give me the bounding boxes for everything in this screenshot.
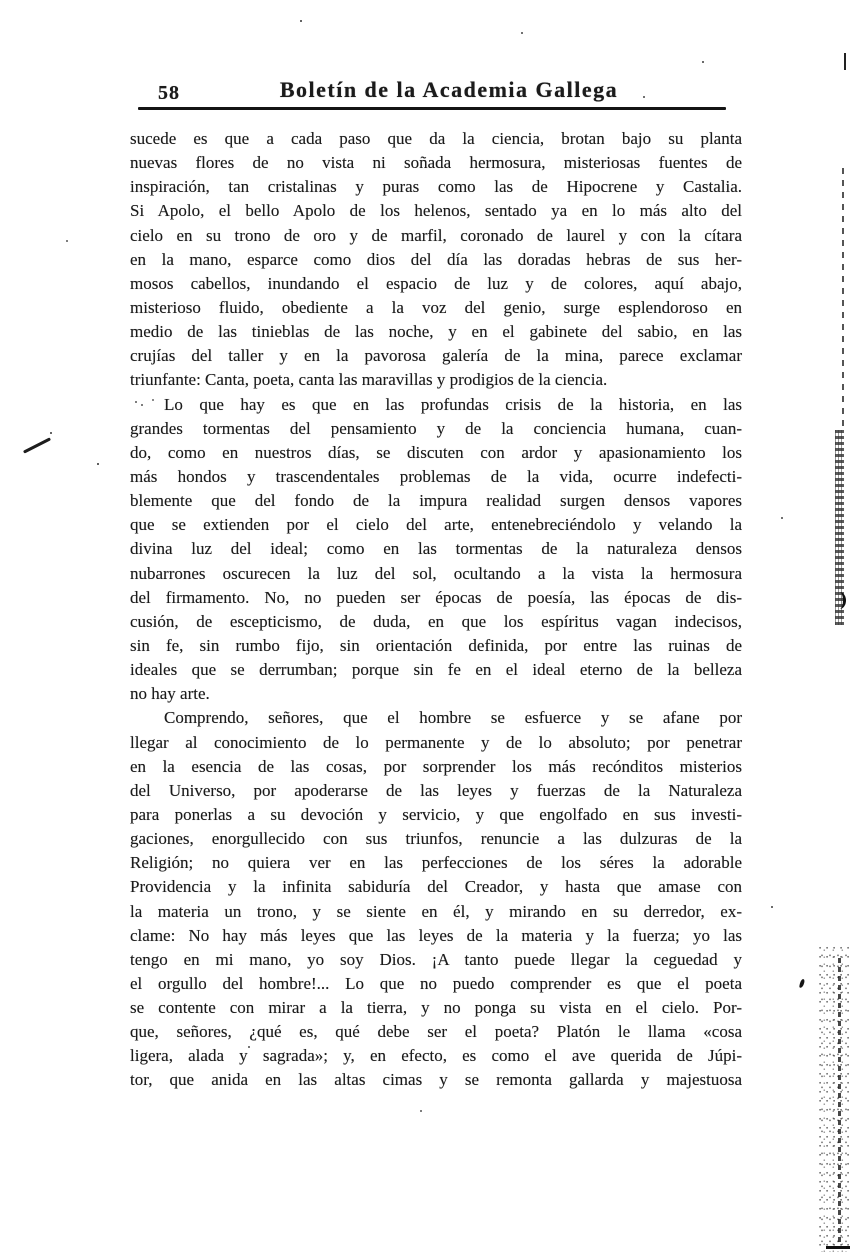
text-line: más hondos y trascendentales problemas de la vida, ocurre indefecti- <box>130 466 742 486</box>
text-line: blemente que del fondo de la impura realidad surgen densos vapores <box>130 491 742 511</box>
text-line: el orgullo del hombre!... Lo que no puedo comprender es que el poeta <box>130 973 742 993</box>
text-line: Comprendo, señores, que el hombre se esfuerce y se afane por <box>164 708 742 728</box>
text-line: nubarrones oscurecen la luz del sol, ocultando a la vista la hermosura <box>130 563 742 583</box>
text-line: la materia un trono, y se siente en él, y mirando en su derredor, ex- <box>130 901 742 921</box>
text-line: ideales que se derrumban; porque sin fe en el ideal eterno de la belleza <box>130 660 742 680</box>
scan-artifact-edge-tick <box>844 53 846 70</box>
text-line: mosos cabellos, inundando el espacio de luz y de colores, aquí abajo, <box>130 273 742 293</box>
text-line: en la mano, esparce como dios del día las doradas hebras de sus her- <box>130 249 742 269</box>
text-line: en la esencia de las cosas, por sorprender los más recónditos misterios <box>130 756 742 776</box>
scan-artifact-edge-rough <box>835 430 844 625</box>
text-line: nuevas flores de no vista ni soñada hermosura, misteriosas fuentes de <box>130 153 742 173</box>
text-line: inspiración, tan cristalinas y puras como las de Hipocrene y Castalia. <box>130 177 742 197</box>
text-line: tor, que anida en las altas cimas y se remonta gallarda y majestuosa <box>130 1070 742 1090</box>
text-line: cusión, de escepticismo, de duda, en que los espíritus vagan indecisos, <box>130 611 742 631</box>
text-line: do, como en nuestros días, se discuten con ardor y apasionamiento los <box>130 442 742 462</box>
text-line: llegar al conocimiento de lo permanente y de lo absoluto; por penetrar <box>130 732 742 752</box>
scan-artifact-comma-mark <box>799 979 805 989</box>
scan-artifact-bottom-line <box>826 1246 850 1249</box>
text-line: grandes tormentas del pensamiento y de la conciencia humana, cuan- <box>130 418 742 438</box>
text-line: del firmamento. No, no pueden ser épocas de poesía, las épocas de dis- <box>130 587 742 607</box>
text-line: se contente con mirar a la tierra, y no ponga su vista en el cielo. Por- <box>130 998 742 1018</box>
text-line: triunfante: Canta, poeta, canta las maravillas y prodigios de la ciencia. <box>130 370 608 390</box>
text-line: para ponerlas a su devoción y servicio, y que engolfado en sus investi- <box>130 804 742 824</box>
text-line: Si Apolo, el bello Apolo de los helenos, sentado ya en lo más alto del <box>130 201 742 221</box>
scan-artifact-noise-band <box>818 946 850 1252</box>
page-number: 58 <box>158 82 180 104</box>
header-rule <box>138 107 726 110</box>
text-line: Religión; no quiera ver en las perfecciones de los séres la adorable <box>130 853 742 873</box>
text-line: gaciones, enorgullecido con sus triunfos, renuncie a las dulzuras de la <box>130 829 742 849</box>
scan-artifact-paren-mark <box>836 592 846 609</box>
text-block <box>130 127 742 1093</box>
text-line: crujías del taller y en la pavorosa galería de la mina, parece exclamar <box>130 346 742 366</box>
text-line: divina luz del ideal; como en las tormentas de la naturaleza densos <box>130 539 742 559</box>
margin-pencil-slash <box>23 437 51 453</box>
text-line: clame: No hay más leyes que las leyes de la materia y la fuerza; yo las <box>130 925 742 945</box>
text-line: no hay arte. <box>130 684 210 704</box>
text-line: sin fe, sin rumbo fijo, sin orientación definida, por entre las ruinas de <box>130 635 742 655</box>
text-line: cielo en su trono de oro y de marfil, coronado de laurel y con la cítara <box>130 225 742 245</box>
text-line: Providencia y la infinita sabiduría del Creador, y hasta que amase con <box>130 877 742 897</box>
text-line: Lo que hay es que en las profundas crisis de la historia, en las <box>164 394 742 414</box>
text-line: tengo en mi mano, yo soy Dios. ¡A tanto puede llegar la ceguedad y <box>130 949 742 969</box>
text-line: medio de las tinieblas de las noche, y en el gabinete del sabio, en las <box>130 322 742 342</box>
running-title: Boletín de la Academia Gallega <box>279 77 619 102</box>
text-line: misterioso fluido, obediente a la voz del genio, surge esplendoroso en <box>130 297 742 317</box>
text-line: sucede es que a cada paso que da la ciencia, brotan bajo su planta <box>130 129 742 148</box>
scan-artifact-edge-line <box>842 168 844 430</box>
scan-artifact-speckles <box>0 0 2 2</box>
text-line: que se extienden por el cielo del arte, entenebreciéndolo y velando la <box>130 515 742 535</box>
text-line: del Universo, por apoderarse de las leyes y fuerzas de la Naturaleza <box>130 780 742 800</box>
scan-artifact-noise-streak <box>838 958 841 1246</box>
text-line: que, señores, ¿qué es, qué debe ser el poeta? Platón le llama «cosa <box>130 1022 742 1042</box>
text-line: ligera, alada y sagrada»; y, en efecto, es como el ave querida de Júpi- <box>130 1046 742 1066</box>
